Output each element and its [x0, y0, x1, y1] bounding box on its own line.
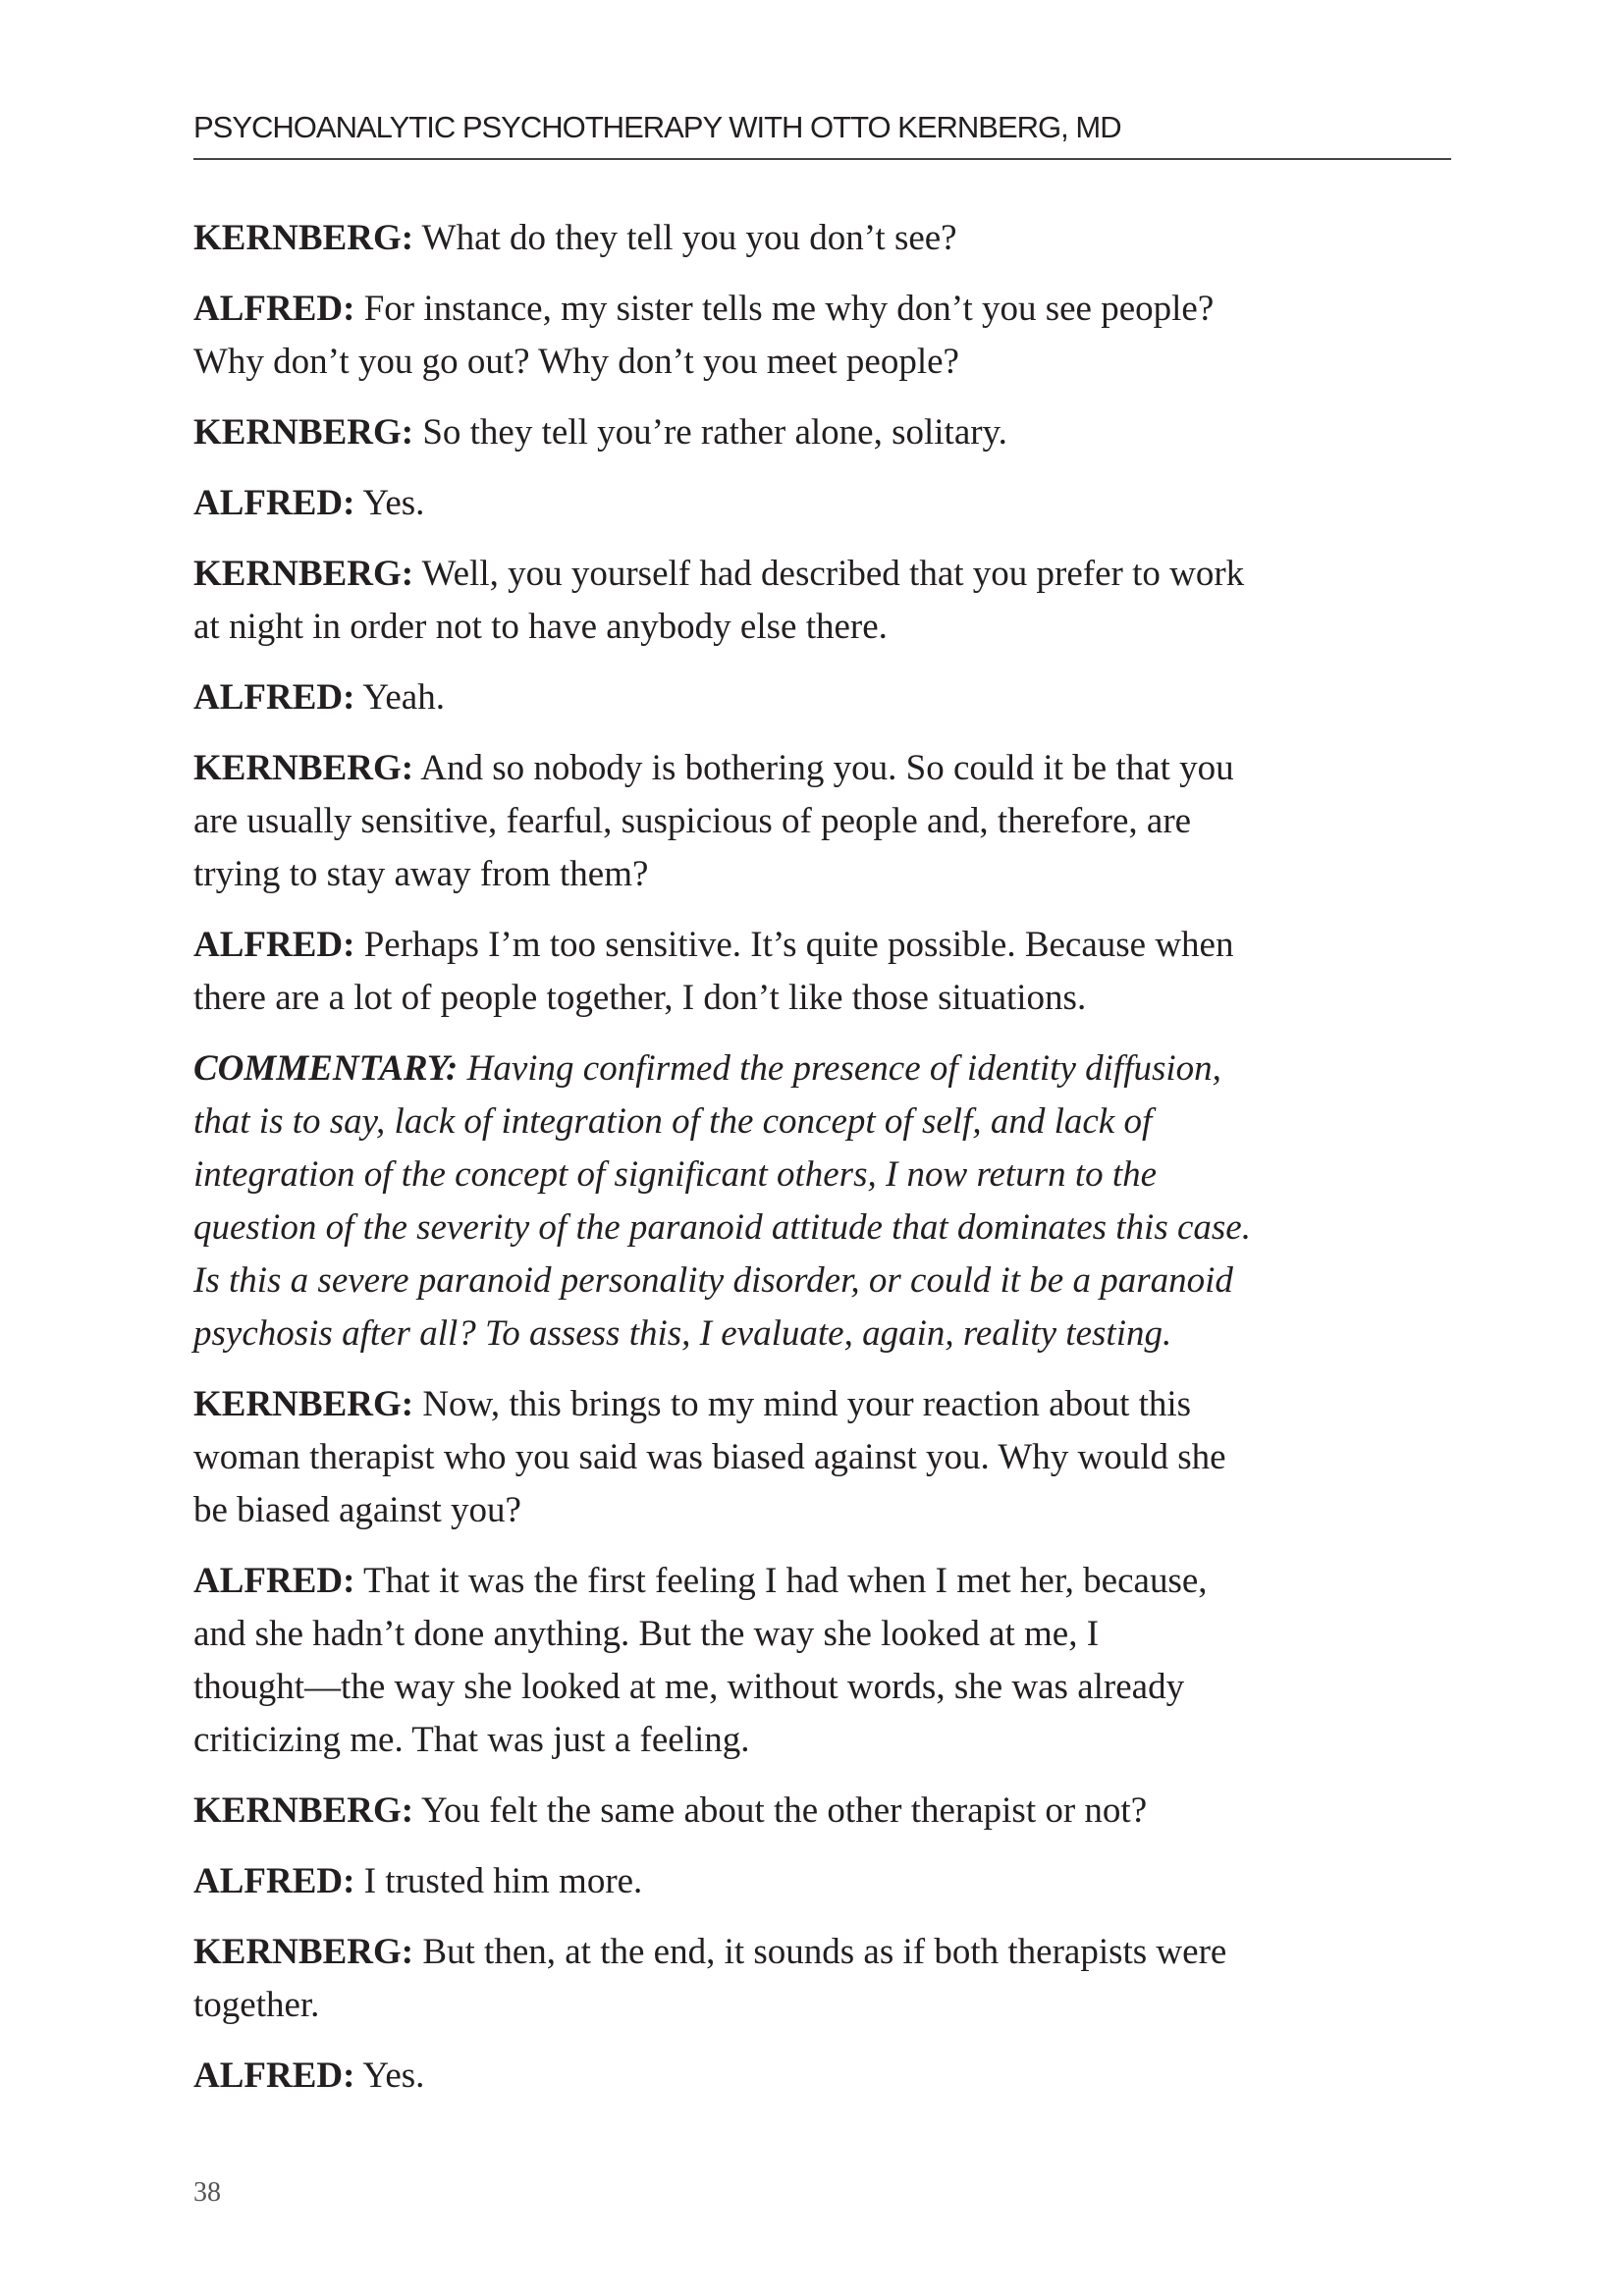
text-line [193, 1095, 1460, 1148]
text-line [193, 1608, 1460, 1661]
speaker-label: ALFRED: [193, 483, 355, 523]
text-line [193, 1308, 1460, 1361]
text-line [193, 1484, 1460, 1537]
line-text: But then, at the end, it sounds as if both therapists were [422, 1932, 1227, 1972]
speaker-label: KERNBERG: [193, 218, 414, 258]
line-text: are usually sensitive, fearful, suspicious of people and, therefore, are [193, 801, 1192, 841]
line-text: That it was the first feeling I had when I met her, because, [363, 1561, 1208, 1601]
line-text: And so nobody is bothering you. So could it be that you [420, 748, 1234, 788]
speaker-label: KERNBERG: [193, 1790, 414, 1831]
header-rule [193, 158, 1451, 160]
line-text: there are a lot of people together, I don’t like those situations. [193, 978, 1087, 1018]
dialogue-paragraph [193, 212, 1460, 265]
text-line [193, 1431, 1460, 1484]
dialogue-paragraph [193, 406, 1460, 459]
speaker-label: KERNBERG: [193, 412, 414, 453]
speaker-label: ALFRED: [193, 1561, 355, 1601]
dialogue-paragraph [193, 477, 1460, 530]
commentary-paragraph [193, 1042, 1460, 1361]
dialogue-paragraph [193, 1855, 1460, 1908]
speaker-label: KERNBERG: [193, 1932, 414, 1972]
line-text: that is to say, lack of integration of the concept of self, and lack of [193, 1101, 1153, 1142]
line-text: integration of the concept of significant others, I now return to the [193, 1154, 1158, 1195]
speaker-label: KERNBERG: [193, 1384, 414, 1424]
line-text: woman therapist who you said was biased against you. Why would she [193, 1437, 1226, 1477]
text-line [193, 2050, 1460, 2103]
text-line [193, 742, 1460, 795]
text-line [193, 1201, 1460, 1255]
line-text: What do they tell you you don’t see? [421, 218, 957, 258]
speaker-label: ALFRED: [193, 2056, 355, 2096]
line-text: Yes. [362, 483, 425, 523]
text-line [193, 1979, 1460, 2032]
running-header: PSYCHOANALYTIC PSYCHOTHERAPY WITH OTTO KERNBERG, MD [193, 110, 1121, 144]
transcript-body [193, 212, 1460, 2120]
line-text: Why don’t you go out? Why don’t you meet people? [193, 342, 959, 382]
line-text: Yes. [362, 2056, 425, 2096]
line-text: and she hadn’t done anything. But the way she looked at me, I [193, 1614, 1100, 1654]
line-text: Having confirmed the presence of identity diffusion, [466, 1048, 1221, 1089]
text-line [193, 1555, 1460, 1608]
speaker-label: ALFRED: [193, 925, 355, 965]
text-line [193, 212, 1460, 265]
speaker-label: ALFRED: [193, 289, 355, 329]
line-text: Yeah. [362, 677, 445, 718]
line-text: trying to stay away from them? [193, 854, 649, 894]
dialogue-paragraph [193, 919, 1460, 1025]
text-line [193, 795, 1460, 848]
text-line [193, 477, 1460, 530]
text-line [193, 919, 1460, 972]
text-line [193, 1378, 1460, 1431]
text-line [193, 548, 1460, 601]
dialogue-paragraph [193, 1378, 1460, 1537]
dialogue-paragraph [193, 1785, 1460, 1838]
dialogue-paragraph [193, 1926, 1460, 2032]
speaker-label: KERNBERG: [193, 554, 414, 594]
line-text: question of the severity of the paranoid attitude that dominates this case. [193, 1207, 1251, 1248]
line-text: You felt the same about the other therapist or not? [420, 1790, 1148, 1831]
line-text: criticizing me. That was just a feeling. [193, 1720, 750, 1760]
line-text: thought—the way she looked at me, without words, she was already [193, 1667, 1185, 1707]
dialogue-paragraph [193, 671, 1460, 724]
text-line [193, 406, 1460, 459]
text-line [193, 601, 1460, 654]
line-text: So they tell you’re rather alone, solitary. [422, 412, 1007, 453]
text-line [193, 1661, 1460, 1714]
text-line [193, 1855, 1460, 1908]
page-number: 38 [193, 2177, 221, 2208]
dialogue-paragraph [193, 2050, 1460, 2103]
speaker-label: KERNBERG: [193, 748, 414, 788]
speaker-label: ALFRED: [193, 677, 355, 718]
text-line [193, 1255, 1460, 1308]
text-line [193, 972, 1460, 1025]
line-text: psychosis after all? To assess this, I evaluate, again, reality testing. [193, 1313, 1172, 1354]
speaker-label: ALFRED: [193, 1861, 355, 1901]
dialogue-paragraph [193, 742, 1460, 901]
line-text: Perhaps I’m too sensitive. It’s quite possible. Because when [363, 925, 1234, 965]
text-line [193, 1926, 1460, 1979]
text-line [193, 1148, 1460, 1201]
line-text: be biased against you? [193, 1490, 521, 1530]
line-text: For instance, my sister tells me why don’t you see people? [363, 289, 1215, 329]
text-line [193, 848, 1460, 901]
text-line [193, 283, 1460, 336]
text-line [193, 671, 1460, 724]
dialogue-paragraph [193, 548, 1460, 654]
text-line [193, 1785, 1460, 1838]
speaker-label: COMMENTARY: [193, 1048, 459, 1089]
text-line [193, 1714, 1460, 1767]
dialogue-paragraph [193, 283, 1460, 389]
line-text: Is this a severe paranoid personality disorder, or could it be a paranoid [193, 1260, 1233, 1301]
dialogue-paragraph [193, 1555, 1460, 1767]
text-line [193, 1042, 1460, 1095]
line-text: at night in order not to have anybody else there. [193, 607, 888, 647]
line-text: Well, you yourself had described that you prefer to work [421, 554, 1245, 594]
line-text: together. [193, 1985, 320, 2025]
line-text: Now, this brings to my mind your reaction about this [422, 1384, 1192, 1424]
text-line [193, 336, 1460, 389]
line-text: I trusted him more. [363, 1861, 643, 1901]
